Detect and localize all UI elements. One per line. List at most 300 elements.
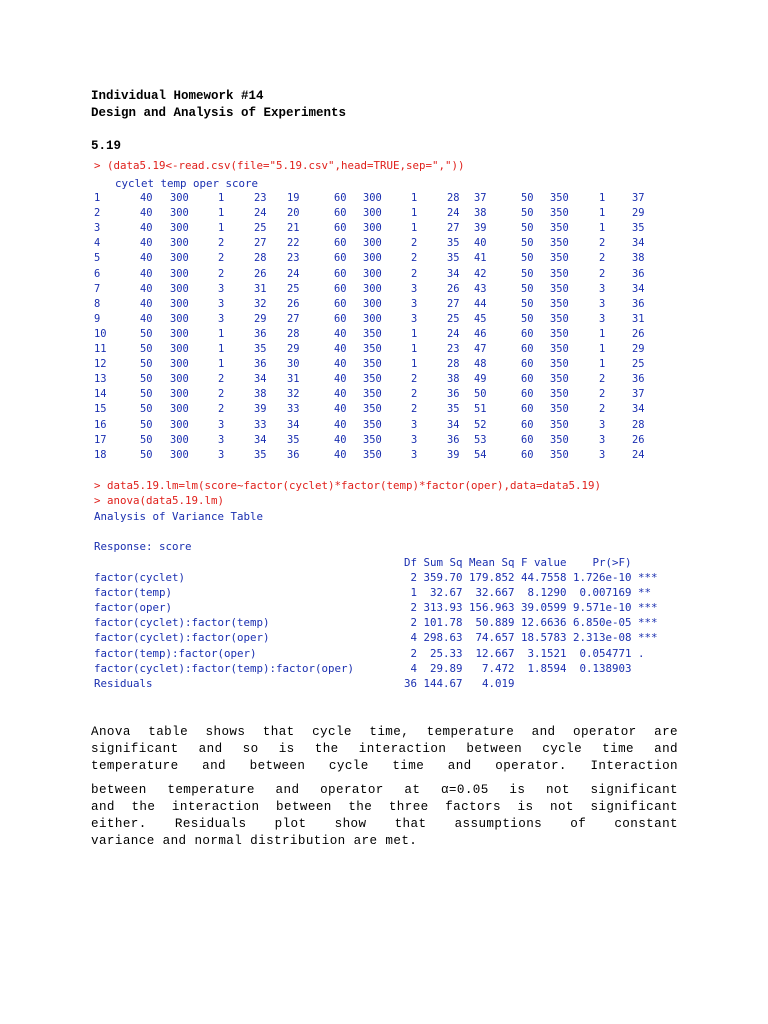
data-cell: 2 (411, 403, 418, 416)
data-cell: 50 (521, 297, 534, 310)
data-cell: 40 (474, 237, 487, 250)
data-cell: 36 (447, 388, 460, 401)
anova-stats: 2 25.33 12.667 3.1521 0.054771 . (404, 646, 658, 660)
data-cell: 350 (363, 388, 382, 401)
data-cell: 3 (599, 433, 606, 446)
data-cell: 350 (363, 418, 382, 431)
data-cell: 3 (599, 282, 606, 295)
data-cell: 37 (632, 192, 645, 204)
data-cell: 300 (363, 192, 382, 204)
data-cell: 300 (363, 207, 382, 220)
data-cell: 50 (521, 267, 534, 280)
data-cell: 350 (550, 343, 569, 355)
data-cell: 40 (334, 388, 347, 401)
data-cell: 2 (599, 373, 606, 386)
data-cell: 53 (474, 433, 487, 446)
data-cell: 300 (170, 222, 189, 235)
anova-command: > anova(data5.19.lm) (94, 494, 225, 507)
data-cell: 50 (521, 282, 534, 295)
data-cell: 32 (287, 388, 300, 401)
data-cell: 11 (94, 343, 107, 355)
data-column-header: cyclet temp oper score (115, 177, 259, 190)
data-cell: 350 (363, 433, 382, 446)
data-cell: 3 (218, 297, 225, 310)
data-cell: 7 (94, 282, 101, 295)
data-cell: 23 (447, 343, 460, 355)
paragraph-line: and the interaction between the three factors is not significant (91, 800, 678, 814)
anova-term: factor(cyclet):factor(temp):factor(oper) (94, 661, 355, 675)
anova-term: factor(cyclet):factor(oper) (94, 631, 270, 645)
data-cell: 350 (550, 327, 569, 340)
data-cell: 1 (599, 192, 606, 204)
data-cell: 39 (447, 448, 460, 461)
data-cell: 300 (363, 222, 382, 235)
anova-header: Df Sum Sq Mean Sq F value Pr(>F) (404, 556, 632, 569)
anova-response: Response: score (94, 540, 192, 553)
data-cell: 350 (550, 282, 569, 295)
data-cell: 44 (474, 297, 487, 310)
data-cell: 50 (140, 343, 153, 355)
data-cell: 26 (632, 433, 645, 446)
data-cell: 3 (599, 312, 606, 325)
data-cell: 1 (599, 358, 606, 371)
data-cell: 50 (521, 252, 534, 265)
data-cell: 40 (140, 312, 153, 325)
anova-term: Residuals (94, 676, 153, 690)
data-cell: 50 (521, 237, 534, 250)
data-cell: 350 (550, 207, 569, 220)
data-cell: 350 (550, 373, 569, 386)
data-cell: 52 (474, 418, 487, 431)
data-cell: 2 (411, 252, 418, 265)
data-cell: 60 (334, 297, 347, 310)
data-cell: 350 (550, 192, 569, 204)
data-cell: 46 (474, 327, 487, 340)
data-cell: 350 (550, 403, 569, 416)
data-cell: 1 (218, 327, 225, 340)
data-cell: 350 (550, 418, 569, 431)
data-cell: 40 (140, 297, 153, 310)
data-cell: 300 (170, 388, 189, 401)
data-cell: 300 (170, 297, 189, 310)
data-cell: 50 (521, 192, 534, 204)
data-cell: 33 (254, 418, 267, 431)
data-cell: 36 (632, 267, 645, 280)
data-cell: 41 (474, 252, 487, 265)
data-cell: 33 (287, 403, 300, 416)
data-cell: 2 (411, 373, 418, 386)
data-cell: 60 (334, 237, 347, 250)
data-cell: 40 (140, 192, 153, 204)
data-cell: 4 (94, 237, 101, 250)
data-cell: 38 (447, 373, 460, 386)
data-cell: 29 (254, 312, 267, 325)
data-cell: 25 (447, 312, 460, 325)
data-cell: 15 (94, 403, 107, 416)
data-cell: 18 (94, 448, 107, 461)
data-cell: 300 (170, 343, 189, 355)
data-cell: 36 (632, 373, 645, 386)
data-cell: 2 (218, 267, 225, 280)
data-cell: 1 (218, 343, 225, 355)
data-cell: 60 (334, 267, 347, 280)
data-cell: 50 (140, 418, 153, 431)
data-cell: 31 (632, 312, 645, 325)
data-cell: 300 (363, 267, 382, 280)
data-cell: 50 (521, 312, 534, 325)
data-cell: 40 (334, 343, 347, 355)
data-cell: 27 (254, 237, 267, 250)
data-cell: 3 (411, 312, 418, 325)
read-csv-command: > (data5.19<-read.csv(file="5.19.csv",head=TRUE,sep=",")) (94, 159, 465, 172)
data-cell: 3 (411, 433, 418, 446)
data-cell: 60 (521, 403, 534, 416)
data-cell: 40 (140, 222, 153, 235)
data-cell: 31 (254, 282, 267, 295)
data-cell: 34 (254, 373, 267, 386)
data-cell: 36 (254, 327, 267, 340)
anova-term: factor(temp) (94, 586, 173, 600)
data-cell: 37 (632, 388, 645, 401)
anova-term: factor(temp):factor(oper) (94, 646, 257, 660)
data-cell: 60 (334, 207, 347, 220)
data-cell: 50 (521, 207, 534, 220)
data-cell: 300 (170, 267, 189, 280)
data-cell: 1 (411, 327, 418, 340)
anova-stats: 2 359.70 179.852 44.7558 1.726e-10 *** (404, 571, 658, 584)
paragraph-line: between temperature and operator at α=0.05 is not significant (91, 783, 678, 797)
data-cell: 300 (170, 252, 189, 265)
anova-table-title: Analysis of Variance Table (94, 510, 264, 523)
data-cell: 34 (447, 267, 460, 280)
data-cell: 2 (411, 237, 418, 250)
data-cell: 1 (599, 343, 606, 355)
data-cell: 300 (170, 207, 189, 220)
data-cell: 36 (447, 433, 460, 446)
data-cell: 300 (170, 237, 189, 250)
data-cell: 49 (474, 373, 487, 386)
data-cell: 60 (521, 388, 534, 401)
data-cell: 350 (550, 252, 569, 265)
data-cell: 3 (599, 418, 606, 431)
data-cell: 60 (521, 373, 534, 386)
data-cell: 24 (447, 207, 460, 220)
data-cell: 17 (94, 433, 107, 446)
data-cell: 2 (599, 388, 606, 401)
data-cell: 14 (94, 388, 107, 401)
data-cell: 40 (334, 448, 347, 461)
data-cell: 3 (599, 297, 606, 310)
data-cell: 300 (170, 358, 189, 371)
data-cell: 25 (287, 282, 300, 295)
data-cell: 29 (632, 343, 645, 355)
data-cell: 350 (550, 358, 569, 371)
data-cell: 16 (94, 418, 107, 431)
data-cell: 60 (521, 327, 534, 340)
data-cell: 32 (254, 297, 267, 310)
data-cell: 1 (411, 358, 418, 371)
data-cell: 25 (632, 358, 645, 371)
data-cell: 45 (474, 312, 487, 325)
anova-stats: 4 29.89 7.472 1.8594 0.138903 (404, 661, 658, 675)
anova-stats: 4 298.63 74.657 18.5783 2.313e-08 *** (404, 631, 658, 645)
data-cell: 54 (474, 448, 487, 461)
data-cell: 300 (170, 282, 189, 295)
data-cell: 300 (170, 327, 189, 340)
data-cell: 300 (363, 282, 382, 295)
data-cell: 37 (474, 192, 487, 204)
data-cell: 300 (363, 237, 382, 250)
data-cell: 300 (170, 373, 189, 386)
data-cell: 21 (287, 222, 300, 235)
data-cell: 40 (140, 267, 153, 280)
data-cell: 3 (411, 418, 418, 431)
data-cell: 40 (140, 252, 153, 265)
data-cell: 350 (550, 448, 569, 461)
data-cell: 1 (94, 192, 101, 204)
paragraph-line: temperature and between cycle time and operator. Interaction (91, 759, 678, 773)
data-cell: 40 (334, 358, 347, 371)
lm-command: > data5.19.lm=lm(score~factor(cyclet)*factor(temp)*factor(oper),data=data5.19) (94, 479, 602, 492)
data-cell: 2 (218, 403, 225, 416)
data-cell: 38 (632, 252, 645, 265)
anova-stats: 2 313.93 156.963 39.0599 9.571e-10 *** (404, 601, 658, 615)
data-cell: 3 (411, 297, 418, 310)
data-cell: 24 (632, 448, 645, 461)
data-cell: 8 (94, 297, 101, 310)
data-cell: 300 (363, 312, 382, 325)
data-cell: 60 (521, 418, 534, 431)
data-cell: 13 (94, 373, 107, 386)
data-cell: 35 (254, 343, 267, 355)
data-cell: 3 (218, 418, 225, 431)
data-cell: 39 (254, 403, 267, 416)
data-cell: 2 (218, 373, 225, 386)
data-cell: 2 (599, 237, 606, 250)
data-cell: 350 (550, 433, 569, 446)
data-cell: 35 (447, 403, 460, 416)
data-cell: 60 (334, 222, 347, 235)
anova-term: factor(cyclet) (94, 571, 186, 584)
data-cell: 24 (254, 207, 267, 220)
data-cell: 300 (363, 297, 382, 310)
data-cell: 350 (363, 358, 382, 371)
data-cell: 3 (218, 448, 225, 461)
data-cell: 3 (218, 312, 225, 325)
data-cell: 2 (411, 388, 418, 401)
data-cell: 300 (170, 403, 189, 416)
data-cell: 350 (550, 237, 569, 250)
data-cell: 3 (94, 222, 101, 235)
data-cell: 35 (254, 448, 267, 461)
data-cell: 350 (363, 403, 382, 416)
data-cell: 2 (218, 252, 225, 265)
data-cell: 34 (447, 418, 460, 431)
anova-term: factor(cyclet):factor(temp) (94, 616, 270, 630)
data-cell: 35 (287, 433, 300, 446)
data-cell: 40 (334, 373, 347, 386)
data-cell: 28 (447, 358, 460, 371)
data-cell: 5 (94, 252, 101, 265)
data-cell: 300 (170, 312, 189, 325)
data-cell: 26 (287, 297, 300, 310)
data-cell: 1 (218, 207, 225, 220)
data-cell: 2 (94, 207, 101, 220)
data-cell: 34 (287, 418, 300, 431)
data-cell: 28 (287, 327, 300, 340)
data-cell: 35 (447, 252, 460, 265)
data-cell: 36 (287, 448, 300, 461)
data-cell: 47 (474, 343, 487, 355)
data-cell: 2 (218, 237, 225, 250)
data-cell: 30 (287, 358, 300, 371)
data-cell: 28 (447, 192, 460, 204)
data-cell: 1 (599, 207, 606, 220)
data-cell: 300 (170, 433, 189, 446)
data-cell: 350 (550, 297, 569, 310)
anova-stats: 2 101.78 50.889 12.6636 6.850e-05 *** (404, 616, 658, 630)
data-cell: 1 (411, 207, 418, 220)
data-cell: 40 (334, 418, 347, 431)
data-cell: 28 (632, 418, 645, 431)
data-cell: 300 (170, 192, 189, 204)
data-cell: 50 (140, 327, 153, 340)
data-cell: 60 (334, 192, 347, 204)
data-cell: 350 (363, 327, 382, 340)
data-cell: 60 (334, 312, 347, 325)
data-cell: 3 (218, 282, 225, 295)
data-cell: 2 (599, 403, 606, 416)
data-cell: 42 (474, 267, 487, 280)
data-cell: 3 (411, 282, 418, 295)
anova-stats: 1 32.67 32.667 8.1290 0.007169 ** (404, 586, 658, 600)
data-cell: 40 (334, 403, 347, 416)
data-cell: 350 (363, 343, 382, 355)
data-cell: 350 (550, 267, 569, 280)
data-cell: 2 (411, 267, 418, 280)
data-cell: 50 (140, 373, 153, 386)
data-cell: 27 (447, 297, 460, 310)
data-cell: 1 (599, 222, 606, 235)
data-cell: 24 (287, 267, 300, 280)
data-cell: 36 (632, 297, 645, 310)
data-cell: 35 (447, 237, 460, 250)
data-cell: 50 (140, 358, 153, 371)
data-cell: 350 (550, 388, 569, 401)
paragraph-line: Anova table shows that cycle time, temperature and operator are (91, 725, 678, 739)
data-cell: 38 (474, 207, 487, 220)
data-cell: 27 (447, 222, 460, 235)
data-cell: 300 (170, 418, 189, 431)
anova-stats: 36 144.67 4.019 (404, 676, 515, 690)
data-cell: 1 (218, 358, 225, 371)
data-cell: 34 (632, 282, 645, 295)
paragraph-line: either. Residuals plot show that assumptions of constant (91, 817, 678, 831)
data-cell: 27 (287, 312, 300, 325)
data-cell: 48 (474, 358, 487, 371)
data-cell: 39 (474, 222, 487, 235)
data-cell: 23 (287, 252, 300, 265)
data-cell: 9 (94, 312, 101, 325)
data-cell: 3 (218, 433, 225, 446)
data-cell: 12 (94, 358, 107, 371)
data-cell: 25 (254, 222, 267, 235)
data-cell: 3 (411, 448, 418, 461)
data-cell: 34 (632, 237, 645, 250)
data-cell: 24 (447, 327, 460, 340)
data-cell: 60 (334, 282, 347, 295)
homework-title: Individual Homework #14 (91, 89, 264, 103)
data-cell: 1 (411, 343, 418, 355)
data-cell: 50 (521, 222, 534, 235)
data-cell: 34 (254, 433, 267, 446)
data-cell: 60 (521, 433, 534, 446)
data-cell: 1 (599, 327, 606, 340)
data-cell: 1 (411, 192, 418, 204)
data-cell: 60 (521, 358, 534, 371)
data-cell: 36 (254, 358, 267, 371)
data-cell: 1 (218, 192, 225, 204)
section-number: 5.19 (91, 139, 122, 153)
data-cell: 2 (599, 267, 606, 280)
data-cell: 50 (140, 448, 153, 461)
data-cell: 50 (140, 433, 153, 446)
data-cell: 51 (474, 403, 487, 416)
data-cell: 50 (474, 388, 487, 401)
data-cell: 40 (140, 237, 153, 250)
data-cell: 29 (632, 207, 645, 220)
data-cell: 300 (170, 448, 189, 461)
data-cell: 38 (254, 388, 267, 401)
anova-term: factor(oper) (94, 601, 173, 615)
data-cell: 23 (254, 192, 267, 204)
data-cell: 43 (474, 282, 487, 295)
data-cell: 60 (334, 252, 347, 265)
data-cell: 350 (363, 448, 382, 461)
data-cell: 40 (140, 282, 153, 295)
data-cell: 6 (94, 267, 101, 280)
data-cell: 40 (334, 433, 347, 446)
data-cell: 1 (218, 222, 225, 235)
data-cell: 3 (599, 448, 606, 461)
data-cell: 50 (140, 388, 153, 401)
data-cell: 26 (447, 282, 460, 295)
data-cell: 26 (632, 327, 645, 340)
data-cell: 350 (550, 222, 569, 235)
paragraph-last-line: variance and normal distribution are met. (91, 834, 418, 848)
data-cell: 2 (218, 388, 225, 401)
data-cell: 40 (334, 327, 347, 340)
data-cell: 28 (254, 252, 267, 265)
data-cell: 60 (521, 343, 534, 355)
data-cell: 40 (140, 207, 153, 220)
data-cell: 10 (94, 327, 107, 340)
data-cell: 300 (363, 252, 382, 265)
data-cell: 19 (287, 192, 300, 204)
data-cell: 2 (599, 252, 606, 265)
data-cell: 34 (632, 403, 645, 416)
data-cell: 29 (287, 343, 300, 355)
data-cell: 350 (363, 373, 382, 386)
data-cell: 50 (140, 403, 153, 416)
data-cell: 60 (521, 448, 534, 461)
data-cell: 35 (632, 222, 645, 235)
data-cell: 22 (287, 237, 300, 250)
data-cell: 20 (287, 207, 300, 220)
paragraph-line: significant and so is the interaction between cycle time and (91, 742, 678, 756)
data-cell: 350 (550, 312, 569, 325)
data-cell: 1 (411, 222, 418, 235)
